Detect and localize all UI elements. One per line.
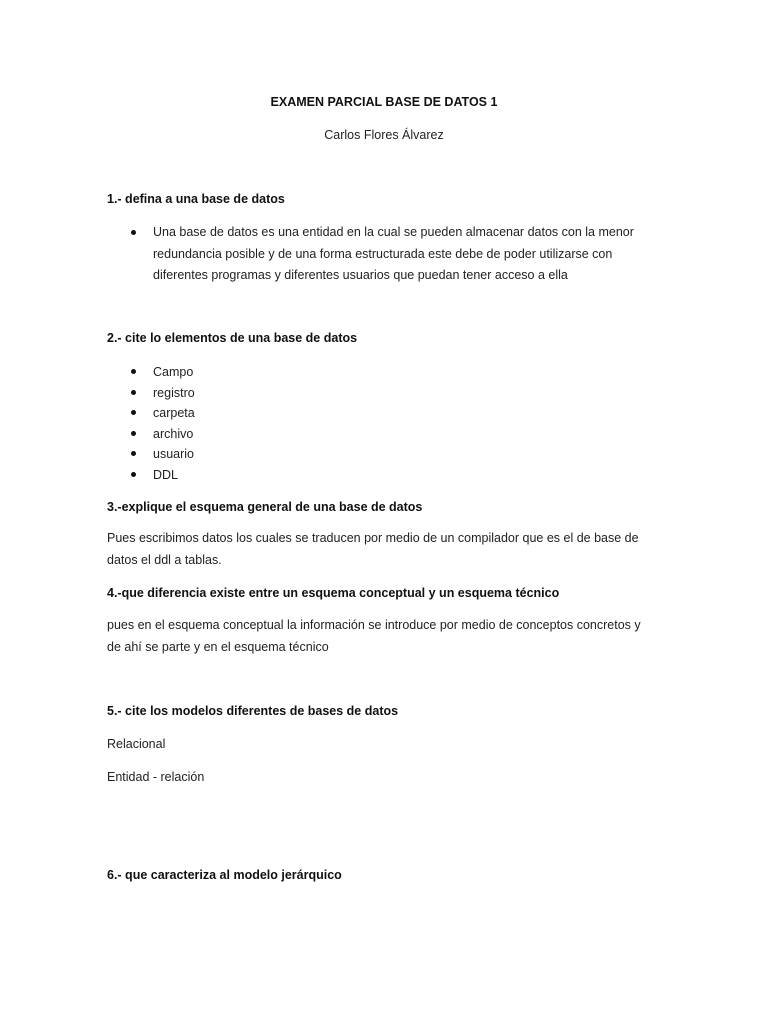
bullet-icon — [131, 472, 136, 477]
bullet-icon — [131, 369, 136, 374]
bullet-icon — [131, 230, 136, 235]
question-4-answer: pues en el esquema conceptual la información se introduce por medio de conceptos concretos y de ahí se parte y en el esquema técnico — [107, 618, 641, 654]
question-1: 1.- defina a una base de datos — [107, 192, 285, 206]
question-5-answer-1: Relacional — [107, 737, 166, 751]
list-item — [107, 362, 195, 383]
question-3-answer: Pues escribimos datos los cuales se traducen por medio de un compilador que es el de base de datos el ddl a tablas. — [107, 531, 639, 567]
list-item-label: DDL — [153, 467, 179, 482]
list-item — [107, 222, 653, 287]
list-item — [107, 444, 195, 465]
question-5: 5.- cite los modelos diferentes de bases de datos — [107, 704, 399, 718]
list-item — [107, 465, 195, 486]
bullet-icon — [131, 431, 136, 436]
question-2: 2.- cite lo elementos de una base de datos — [107, 331, 358, 345]
list-item-label: archivo — [153, 426, 194, 441]
answer-text: Una base de datos es una entidad en la cual se pueden almacenar datos con la menor redundancia posible y de una forma estructurada este debe de poder utilizarse con diferentes programas y diferentes usuarios que puedan tener acceso a ella — [153, 225, 634, 282]
question-5-answer-2: Entidad - relación — [107, 770, 205, 784]
question-3: 3.-explique el esquema general de una base de datos — [107, 500, 423, 514]
list-item-label: Campo — [153, 365, 194, 379]
question-1-answer-list — [107, 222, 653, 287]
bullet-icon — [131, 410, 136, 415]
list-item-label: registro — [153, 385, 195, 400]
document-title: EXAMEN PARCIAL BASE DE DATOS 1 — [270, 95, 498, 109]
question-4: 4.-que diferencia existe entre un esquema conceptual y un esquema técnico — [107, 586, 560, 600]
bullet-icon — [131, 451, 136, 456]
document-author: Carlos Flores Álvarez — [324, 128, 444, 142]
list-item-label: usuario — [153, 447, 194, 461]
question-2-answer-list — [107, 362, 195, 485]
question-6: 6.- que caracteriza al modelo jerárquico — [107, 868, 342, 882]
list-item-label: carpeta — [153, 406, 195, 420]
list-item — [107, 383, 195, 404]
list-item — [107, 403, 195, 424]
list-item — [107, 424, 195, 445]
bullet-icon — [131, 390, 136, 395]
